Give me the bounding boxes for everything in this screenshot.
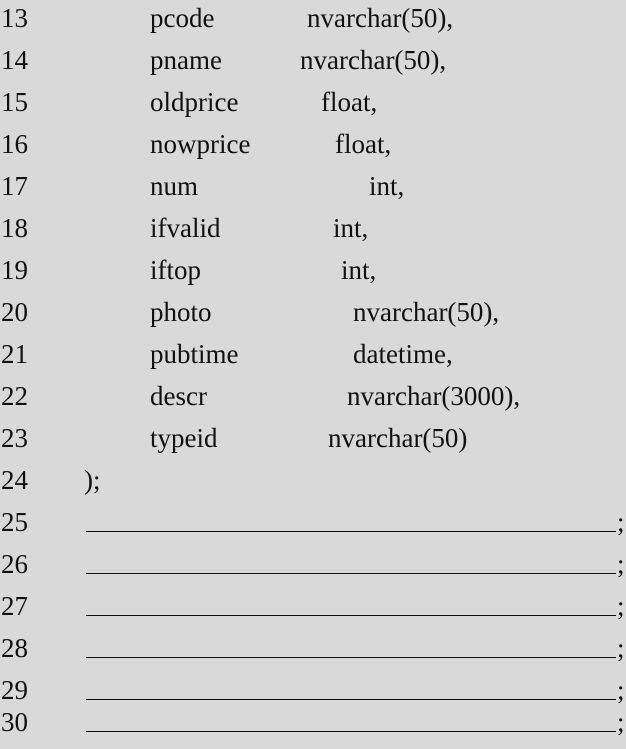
fill-in-line: [0, 633, 626, 675]
line-number: 25: [1, 507, 28, 537]
column-name: photo: [150, 297, 212, 327]
line-number: 30: [1, 707, 28, 737]
fill-in-line: [0, 707, 626, 749]
column-name: iftop: [150, 255, 201, 285]
fill-in-line: [0, 507, 626, 549]
fill-in-line: [0, 591, 626, 633]
code-line: [0, 171, 626, 213]
line-semicolon: ;: [617, 507, 625, 537]
code-line: [0, 3, 626, 45]
column-name: pubtime: [150, 339, 239, 369]
fill-in-line: [0, 549, 626, 591]
column-name: nowprice: [150, 129, 251, 159]
line-number: 17: [1, 171, 28, 201]
code-line-closing: [0, 465, 626, 507]
line-number: 29: [1, 675, 28, 705]
column-type: float,: [335, 129, 392, 159]
code-line: [0, 297, 626, 339]
answer-blank: [86, 531, 616, 532]
column-name: oldprice: [150, 87, 239, 117]
closing-parenthesis: );: [84, 465, 101, 495]
line-number: 19: [1, 255, 28, 285]
code-line: [0, 339, 626, 381]
column-name: ifvalid: [150, 213, 221, 243]
line-number: 18: [1, 213, 28, 243]
line-number: 27: [1, 591, 28, 621]
column-name: pcode: [150, 3, 215, 33]
code-line: [0, 213, 626, 255]
column-type: nvarchar(50),: [353, 297, 500, 327]
line-number: 14: [1, 45, 28, 75]
line-number: 15: [1, 87, 28, 117]
code-line: [0, 255, 626, 297]
answer-blank: [86, 699, 616, 700]
column-name: typeid: [150, 423, 218, 453]
column-name: num: [150, 171, 199, 201]
column-type: nvarchar(3000),: [347, 381, 521, 411]
code-line: [0, 45, 626, 87]
answer-blank: [86, 615, 616, 616]
line-number: 20: [1, 297, 28, 327]
column-type: nvarchar(50),: [307, 3, 454, 33]
column-type: int,: [341, 255, 377, 285]
answer-blank: [86, 731, 616, 732]
line-number: 16: [1, 129, 28, 159]
column-name: descr: [150, 381, 207, 411]
line-number: 22: [1, 381, 28, 411]
line-semicolon: ;: [617, 549, 625, 579]
line-number: 21: [1, 339, 28, 369]
column-type: datetime,: [353, 339, 453, 369]
line-semicolon: ;: [617, 675, 625, 705]
column-type: nvarchar(50),: [300, 45, 447, 75]
column-type: nvarchar(50): [328, 423, 468, 453]
line-number: 23: [1, 423, 28, 453]
code-line: [0, 423, 626, 465]
column-name: pname: [150, 45, 222, 75]
line-number: 26: [1, 549, 28, 579]
answer-blank: [86, 573, 616, 574]
line-semicolon: ;: [617, 633, 625, 663]
line-semicolon: ;: [617, 591, 625, 621]
line-number: 13: [1, 3, 28, 33]
line-semicolon: ;: [617, 707, 625, 737]
code-line: [0, 87, 626, 129]
line-number: 28: [1, 633, 28, 663]
answer-blank: [86, 657, 616, 658]
code-line: [0, 129, 626, 171]
column-type: int,: [333, 213, 369, 243]
line-number: 24: [1, 465, 28, 495]
column-type: int,: [369, 171, 405, 201]
code-line: [0, 381, 626, 423]
column-type: float,: [321, 87, 378, 117]
